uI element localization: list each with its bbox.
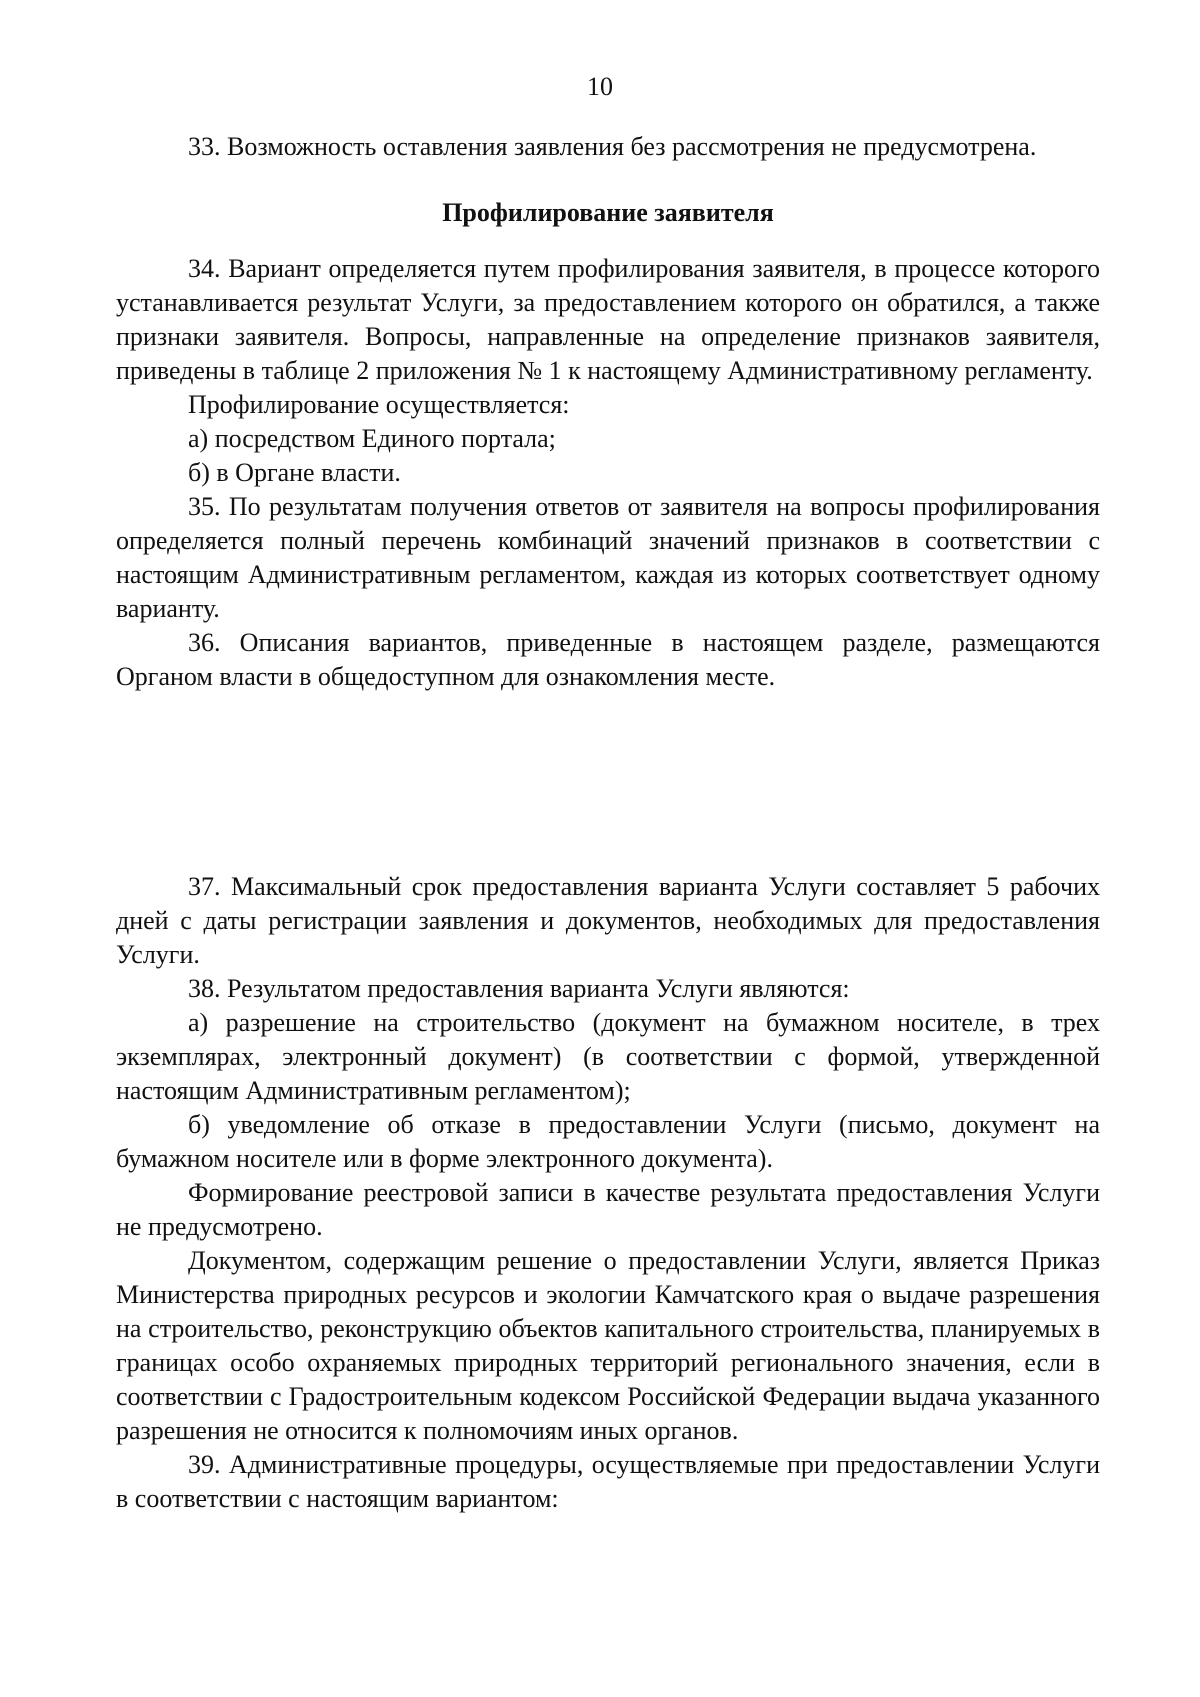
paragraph-34: 34. Вариант определяется путем профилирования заявителя, в процессе которого устанавливается результат Услуги, за предоставлением которого он обратился, а также признаки заявителя. Вопросы, направленные на определение признаков заявителя, приведены в таблице 2 приложения № 1 к настоящему Административному регламенту.	[116, 254, 1100, 385]
paragraph-34-intro: Профилирование осуществляется:	[188, 390, 570, 419]
paragraph-39: 39. Административные процедуры, осуществляемые при предоставлении Услуги в соответствии с настоящим вариантом:	[116, 1450, 1100, 1513]
paragraph-38-item-a: а) разрешение на строительство (документ на бумажном носителе, в трех экземплярах, электронный документ) (в соответствии с формой, утвержденной настоящим Административным регламентом);	[116, 1008, 1100, 1105]
paragraph-33: 33. Возможность оставления заявления без рассмотрения не предусмотрена.	[188, 132, 1037, 161]
paragraph-38-item-b: б) уведомление об отказе в предоставлении Услуги (письмо, документ на бумажном носителе или в форме электронного документа).	[116, 1110, 1100, 1173]
paragraph-38-decision-document: Документом, содержащим решение о предоставлении Услуги, является Приказ Министерства природных ресурсов и экологии Камчатского края о выдаче разрешения на строительство, реконструкцию объектов капитального строительства, планируемых в границах особо охраняемых природных территорий регионального значения, если в соответствии с Градостроительным кодексом Российской Федерации выдача указанного разрешения не относится к полномочиям иных органов.	[116, 1246, 1100, 1445]
section-heading: Профилирование заявителя	[442, 198, 774, 227]
paragraph-36: 36. Описания вариантов, приведенные в настоящем разделе, размещаются Органом власти в общедоступном для ознакомления месте.	[116, 628, 1100, 691]
paragraph-35: 35. По результатам получения ответов от заявителя на вопросы профилирования определяется полный перечень комбинаций значений признаков в соответствии с настоящим Административным регламентом, каждая из которых соответствует одному варианту.	[116, 492, 1100, 623]
section-profiling	[116, 130, 1100, 694]
paragraph-38: 38. Результатом предоставления варианта Услуги являются:	[188, 974, 850, 1003]
page-number: 10	[587, 72, 613, 101]
paragraph-34-item-a: а) посредством Единого портала;	[188, 424, 556, 453]
paragraph-34-item-b: б) в Органе власти.	[188, 458, 401, 487]
section-variant	[116, 870, 1100, 1516]
paragraph-38-registry: Формирование реестровой записи в качестве результата предоставления Услуги не предусмотрено.	[116, 1178, 1100, 1241]
paragraph-37: 37. Максимальный срок предоставления варианта Услуги составляет 5 рабочих дней с даты регистрации заявления и документов, необходимых для предоставления Услуги.	[116, 872, 1100, 969]
